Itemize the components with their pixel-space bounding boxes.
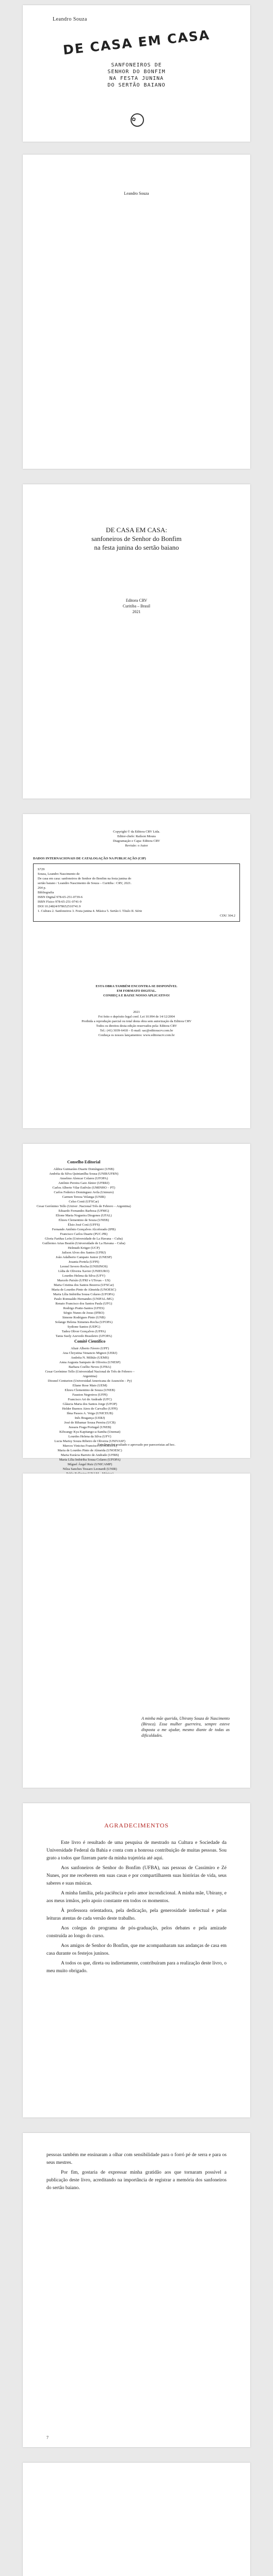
editorial-board: [35, 1159, 133, 1338]
title-page: [23, 484, 250, 799]
council-member: Elione Maria Nogueira Diogenes (UFAL): [56, 1214, 112, 1217]
council-member: Gláucia Maria dos Santos Jorge (UFOP): [62, 1402, 117, 1406]
title-page-subtitle-line: na festa junina do sertão baiano: [94, 544, 179, 551]
council-member: Cesar Gerónimo Tello (Univer .Nacional Três de Febrero – Argentina): [36, 1205, 131, 1208]
council-member: Kilwangy Kya Kapitango-a-Samba (Unemat): [59, 1430, 121, 1434]
copyright-line: Revisão: o Autor: [125, 844, 148, 848]
council-member: Marcos Vinicius Francisco (UNOESTE): [62, 1444, 117, 1448]
council-member: Diosnel Centurion (Universidad Americana de Asunción – Py): [47, 1379, 132, 1383]
rights-footer: [33, 1010, 240, 1038]
council-member: Celso Conti (UFSCar): [69, 1200, 99, 1204]
council-member: Jailson Alves dos Santos (UFRJ): [61, 1251, 106, 1255]
council-member: Renato Francisco dos Santos Paula (UFG): [55, 1302, 113, 1306]
council-member: João Adalberto Campato Junior (UNESP): [55, 1256, 112, 1259]
title-page-subtitle: [23, 534, 250, 552]
council-member: Helder Buenos Aires de Carvalho (UFPI): [62, 1407, 118, 1411]
council-member: Cesar Gerónimo Tello (Universidad Nacional de Três de Febrero – Argentina): [45, 1370, 135, 1378]
council-member: Guillermo Arias Beatón (Universidade de La Havana – Cuba): [42, 1242, 125, 1245]
cover-subtitle-line: DO SERTÃO BAIANO: [107, 82, 166, 88]
half-title-page: [23, 155, 250, 469]
council-member: Maria Lília Imbiriba Sousa Colares (UFOPA): [53, 1293, 115, 1296]
acknowledgements-heading: AGRADECIMENTOS: [104, 1822, 169, 1829]
council-member: Leonel Severo Rocha (UNISINOS): [60, 1265, 108, 1268]
rights-block: [33, 984, 240, 998]
paragraph: Este livro é resultado de uma pesquisa de mestrado na Cultura e Sociedade da Universidade Federal da Bahia e conta com a honrosa contribuição de muitas pessoas. Sou grato a todos que fizeram parte da minha trajetória até aqui.: [46, 1840, 227, 1861]
council-member: Solange Helena Ximenes-Rocha (UFOPA): [55, 1320, 113, 1324]
acknowledgements-page: [23, 1803, 250, 2117]
rights-line: CONHEÇA E BAIXE NOSSO APLICATIVO!: [103, 994, 170, 997]
ficha-line: De casa em casa: sanfoneiros de Senhor do Bonfim na festa junina do: [38, 877, 132, 880]
council-member: Barbara Coelho Neves (UFBA): [69, 1365, 111, 1369]
council-member: Aldira Guimarães Duarte Domínguez (UNB): [53, 1167, 114, 1171]
paragraph: À professora orientadora, pela dedicação, pela generosidade intelectual e pelas leituras atentas de cada versão deste trabalho.: [46, 1908, 227, 1921]
council-member: Paulo Romualdo Hernandes (UNIFAL-MG): [54, 1297, 114, 1301]
council-member: Gloria Fariñas León (Universidade de La Havana – Cuba): [44, 1237, 123, 1241]
paragraph: pessoas também me ensinaram a olhar com sensibilidade para o forró pé de serra e para os seus mestres.: [46, 2153, 227, 2165]
paragraph: Aos colegas do programa de pós-graduação, pelos debates e pela amizade construída ao longo do curso.: [46, 1926, 227, 1939]
council-member: Jussara Fraga Portugal (UNEB): [68, 1426, 111, 1429]
council-footer: Este livro foi avaliado e aprovado por pareceristas ad hoc.: [98, 1443, 175, 1447]
paragraph: Por fim, gostaria de expressar minha gratidão aos que tornaram possível a publicação deste livro, acreditando na importância de registrar a memória dos sanfoneiros do sertão baiano.: [46, 2170, 227, 2191]
council-member: Tania Suely Azevedo Brasileiro (UFOPA): [55, 1334, 112, 1338]
scientific-committee-title: Comitê Científico: [74, 1339, 106, 1344]
council-member: Marcelo Paixão (UFRJ e UTexas – US): [57, 1279, 110, 1282]
council-member: Maria Lília Imbiriba Sousa Colares (UFOPA): [59, 1458, 121, 1462]
council-member: Lourdes Helena da Silva (UFV): [68, 1435, 111, 1438]
paragraph: Aos sanfoneiros de Senhor do Bonfim (UFBA), nas pessoas de Cassimiro e Zé Nunes, por me receberem em suas casas e por compartilharem suas histórias de vida, seus saberes e suas músicas.: [46, 1866, 227, 1886]
rights-footer-line: Foi feito o depósito legal conf. Lei 10.994 de 14/12/2004: [98, 1015, 175, 1019]
ficha-line: CDU 304.2: [220, 914, 235, 918]
council-member: Maria Eurácia Barreto de Andrade (UFRB): [60, 1453, 119, 1457]
cover-title: DE CASA EM CASA: [62, 27, 211, 58]
council-member: Sydione Santos (UEPG): [67, 1325, 100, 1329]
council-member: Nilza Sanches Tessaro Leonardi (UNIR): [62, 1467, 117, 1471]
council-member: Maria de Lourdes Pinto de Almeida (UNOESC): [57, 1449, 122, 1452]
catalog-card: [33, 863, 240, 922]
rights-line: ESTA OBRA TAMBÉM ENCONTRA-SE DISPONÍVEL: [95, 985, 178, 988]
council-member: Élsio José Corá (UFFS): [68, 1223, 100, 1227]
cover-page: [23, 5, 250, 142]
rights-footer-line: Proibida a reprodução parcial ou total desta obra sem autorização da Editora CRV: [82, 1020, 191, 1023]
council-member: Francisco Carlos Duarte (PUC-PR): [60, 1232, 108, 1236]
council-member: Rodrigo Pratte-Santos (UFES): [63, 1307, 105, 1310]
editorial-board-title: Conselho Editorial: [67, 1160, 101, 1164]
ficha-line: 264 p.: [38, 886, 46, 890]
ficha-line: Bibliografia: [38, 891, 54, 894]
publisher-line: Curitiba – Brasil: [122, 604, 151, 608]
copyright-line: Editor-chefe: Railson Moura: [117, 835, 156, 838]
ficha-line: ISBN Digital 978-65-251-0739-6: [38, 895, 83, 899]
council-member: Anna Augusta Sampaio de Oliveira (UNESP): [59, 1361, 121, 1364]
paragraph: Aos amigos de Senhor do Bonfim, que me acompanharam nas andanças de casa em casa durante os festejos juninos.: [46, 1943, 227, 1956]
rights-footer-line: Conheça os nossos lançamentos: www.editoracrv.com.br: [98, 1033, 175, 1037]
council-member: Maria de Lourdes Pinto de Almeida (UNOESC): [51, 1288, 116, 1292]
council-member: Josania Portela (UFPI): [68, 1260, 99, 1264]
council-member: Ilma Passos A. Veiga (UNICEUB): [67, 1412, 113, 1415]
council-member: José de Ribamar Sousa Pereira (UCB): [64, 1421, 116, 1425]
council-member: Elizeu Clementino de Souza (UNEB): [65, 1388, 115, 1392]
ficha-line: DOI 10.24824/978652510741.9: [38, 905, 81, 908]
title-page-publisher: [23, 598, 250, 615]
rights-line: EM FORMATO DIGITAL.: [117, 989, 156, 993]
copyright-line: Copyright © da Editora CRV Ltda.: [113, 830, 160, 834]
council-member: Sérgio Nunes de Jesus (IFRO): [63, 1311, 104, 1315]
publisher-logo-icon: ✿: [131, 113, 144, 127]
council-member: Lucia Marisy Souza Ribeiro de Oliveira (UNIVASF): [54, 1439, 125, 1443]
rights-footer-line: Todos os direitos desta edição reservados pela: Editora CRV: [96, 1024, 177, 1028]
publisher-line: Editora CRV: [125, 598, 148, 603]
cover-subtitle: [54, 62, 219, 89]
cover-subtitle-line: NA FESTA JUNINA: [109, 76, 164, 81]
council-member: Lourdes Helena da Silva (UFV): [62, 1274, 105, 1278]
council-member: Antônio Pereira Gaio Júnior (UFRRJ): [58, 1181, 109, 1185]
acknowledgements-continued-body: [46, 2151, 227, 2194]
cover-subtitle-line: SANFONEIROS DE: [111, 62, 162, 68]
council-member: Francisco Ari de Andrade (UFC): [68, 1398, 112, 1401]
rights-footer-line: Tel.: (41) 3039-6418 – E-mail: sac@editoracrv.com.br: [100, 1029, 173, 1032]
council-member: Carlos Federico Dominguez Avila (Unieuro): [54, 1191, 114, 1194]
editorial-board-list: [35, 1167, 133, 1338]
council-page: [23, 1144, 250, 1471]
blank-page: [23, 2463, 250, 2576]
cover-subtitle-line: SENHOR DO BONFIM: [107, 69, 166, 75]
council-member: Míguel Ángel Ruiz (UNICAMP): [68, 1463, 113, 1466]
council-member: Inês Bragança (UERJ): [74, 1416, 105, 1420]
title-page-subtitle-line: sanfoneiros de Senhor do Bonfim: [91, 535, 182, 543]
council-member: Eduardo Fernandes Barbosa (UFMG): [58, 1209, 109, 1213]
ficha-line: S729: [38, 868, 45, 871]
half-title-author: Leandro Souza: [124, 191, 149, 196]
title-page-title: DE CASA EM CASA:: [106, 526, 167, 534]
council-member: Anselmo Alencar Colares (UFOPA): [59, 1177, 108, 1180]
paragraph: A todos os que, direta ou indiretamente, contribuíram para a realização deste livro, o meu muito obrigado.: [46, 1961, 227, 1974]
ficha-line: Souza, Leandro Nascimento de: [38, 872, 80, 876]
council-member: Ana Chrystina Venancio Mignot (UERJ): [62, 1351, 117, 1355]
cover-author: Leandro Souza: [53, 16, 87, 22]
rights-footer-line: 2021: [133, 1010, 140, 1014]
council-member: Simone Rodrigues Pinto (UNB): [62, 1316, 105, 1319]
council-member: Lídia de Oliveira Xavier (UNIEURO): [58, 1269, 109, 1273]
ficha-line: 1. Cultura 2. Sanfoneiros 3. Festa junina 4. Música 5. Sertão I. Título II. Série: [38, 909, 142, 913]
council-member: Eliane Rose Maio (UEM): [72, 1384, 107, 1387]
council-member: Helmuth Krüger (UCP): [68, 1246, 100, 1250]
council-member: Elizeu Clementino de Souza (UNEB): [58, 1218, 109, 1222]
ficha-header: DADOS INTERNACIONAIS DE CATALOGAÇÃO NA PUBLICAÇÃO (CIP): [33, 857, 146, 860]
council-member: Fernando Antônio Gonçalves Alcoforado (IPB): [52, 1228, 116, 1231]
council-member: Tadeu Oliver Gonçalves (UFPA): [61, 1330, 106, 1333]
copyright-block: [23, 829, 250, 848]
publisher-line: 2021: [132, 609, 141, 614]
copyright-line: Diagramação e Capa: Editora CRV: [113, 839, 160, 843]
dedication-text: A minha mãe querida, Ubirany Souza de Nascimento (Biroca). Essa mulher guerreira, sempre esteve disposta a me ajudar, mesmo diante de todas as dificuldades.: [141, 1716, 230, 1738]
acknowledgements-continued-page: [23, 2133, 250, 2447]
copyright-page: [23, 814, 250, 1128]
council-member: Andréia N. Militão (UEMS): [71, 1356, 109, 1360]
paragraph: A minha família, pela paciência e pelo amor incondicional. A minha mãe, Ubirany, e aos meus irmãos, pelo apoio constante em todos os momentos.: [46, 1891, 227, 1904]
council-member: Andréia da Silva Quintanilha Sousa (UNIR/UFRN): [49, 1172, 119, 1176]
dedication-page: [23, 1473, 250, 1788]
page-number: 7: [46, 2435, 49, 2440]
ficha-line: ISBN Físico 978-65-251-0741-9: [38, 900, 82, 904]
council-member: Fauston Negreiros (UFPI): [72, 1393, 108, 1397]
council-member: Carlos Alberto Vilar Estêvão (UMINHO – PT): [52, 1186, 116, 1190]
council-member: Altair Alberto Fávero (UPF): [71, 1347, 109, 1350]
acknowledgements-body: [46, 1839, 227, 1977]
council-member: Maria Cristina dos Santos Bezerra (UFSCar): [54, 1283, 114, 1287]
council-member: Carmen Tereza Velanga (UNIR): [62, 1195, 106, 1199]
ficha-line: sertão baiano / Leandro Nascimento de Souza – Curitiba : CRV, 2021.: [38, 882, 132, 885]
